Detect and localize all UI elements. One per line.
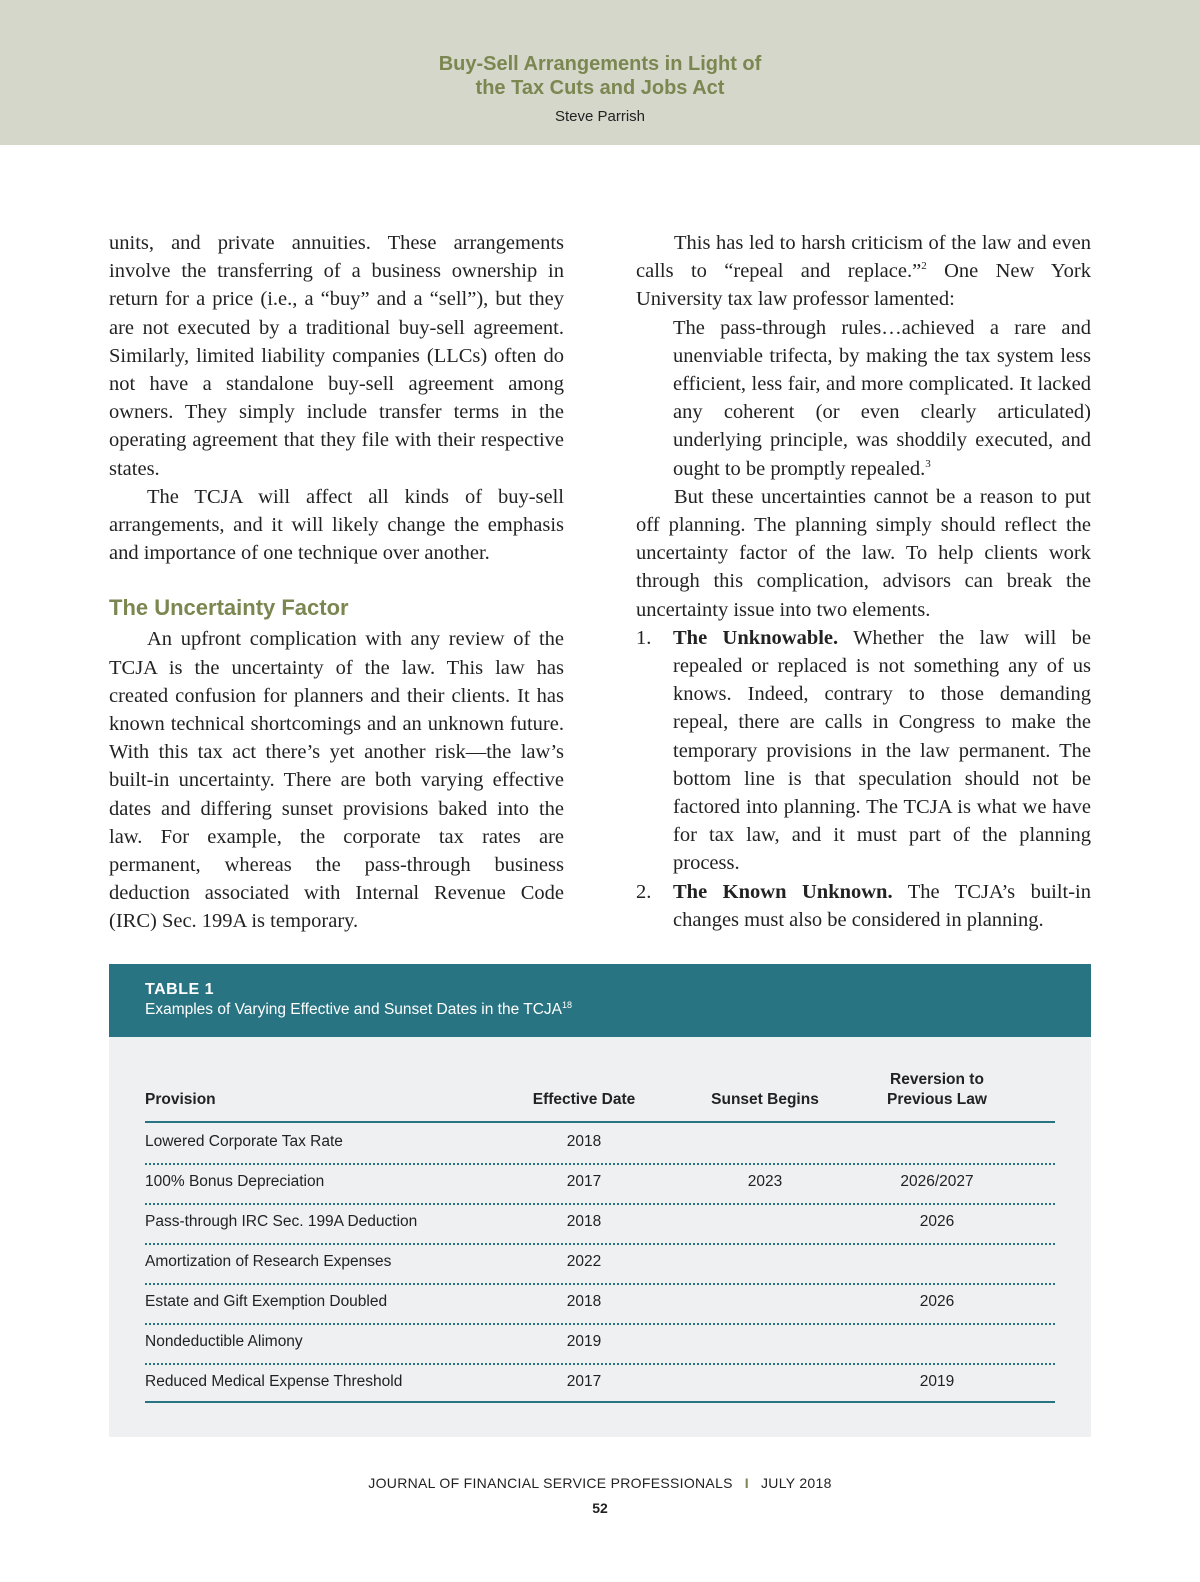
cell-provision: 100% Bonus Depreciation — [145, 1173, 325, 1190]
cell-provision: Nondeductible Alimony — [145, 1333, 303, 1350]
table-row — [145, 1363, 1055, 1403]
right-paragraph-1-tail: One New York University tax law professor lamented: — [636, 260, 1091, 311]
bottom-rule — [145, 1401, 1055, 1403]
cell-reversion: 2026 — [919, 1293, 955, 1310]
column-header-reversion — [869, 1070, 1005, 1110]
cell-effective-date: 2022 — [566, 1253, 602, 1270]
block-quote-text: The pass-through rules…achieved a rare and unenviable trifecta, by making the tax system less efficient, less fair, and more complicated. It lacked any coherent (or even clearly articulated) underlying principle, was shoddily executed, and ought to be promptly repealed. — [673, 316, 1091, 480]
table-caption-text: Examples of Varying Effective and Sunset Dates in the TCJA — [145, 1001, 562, 1018]
table-1 — [109, 964, 1091, 1437]
table-row — [145, 1283, 1055, 1325]
footnote-ref-3: 3 — [925, 457, 931, 470]
left-paragraph-2: The TCJA will affect all kinds of buy-sell arrangements, and it will likely change the emphasis and importance of one technique over another. — [109, 485, 564, 565]
column-header-provision: Provision — [145, 1091, 216, 1108]
cell-provision: Amortization of Research Expenses — [145, 1253, 392, 1270]
cell-provision: Reduced Medical Expense Threshold — [145, 1373, 403, 1390]
issue-date: JULY 2018 — [761, 1475, 832, 1491]
list-item-number: 2. — [636, 880, 652, 903]
right-paragraph-2: But these uncertainties cannot be a reason to put off planning. The planning simply should reflect the uncertainty factor of the law. To help clients work through this complication, advisors can break the uncertainty issue into two elements. — [636, 485, 1091, 621]
article-title-line1: Buy-Sell Arrangements in Light of — [438, 53, 762, 75]
column-header-sunset-begins: Sunset Begins — [711, 1091, 819, 1108]
cell-effective-date: 2018 — [566, 1293, 602, 1310]
column-header-effective-date: Effective Date — [532, 1091, 636, 1108]
cell-provision: Lowered Corporate Tax Rate — [145, 1133, 343, 1150]
cell-reversion: 2026/2027 — [900, 1173, 974, 1190]
journal-name: JOURNAL OF FINANCIAL SERVICE PROFESSIONALS — [368, 1475, 733, 1491]
cell-effective-date: 2018 — [566, 1133, 602, 1150]
footer-separator: I — [744, 1475, 749, 1491]
table-caption — [145, 1001, 572, 1019]
list-item-title: The Known Unknown. — [673, 880, 893, 903]
cell-effective-date: 2018 — [566, 1213, 602, 1230]
cell-reversion: 2026 — [919, 1213, 955, 1230]
cell-reversion: 2019 — [919, 1373, 955, 1390]
footnote-ref-18: 18 — [562, 999, 573, 1010]
cell-provision: Estate and Gift Exemption Doubled — [145, 1293, 388, 1310]
list-item-text: The TCJA’s built-in changes must also be considered in planning. — [673, 880, 1091, 931]
cell-effective-date: 2017 — [566, 1373, 602, 1390]
cell-sunset-begins: 2023 — [747, 1173, 783, 1190]
list-item-text: Whether the law will be repealed or replaced is not something any of us knows. Indeed, contrary to those demanding repeal, there are calls in Congress to make the temporary provisions in the law permanent. The bottom line is that speculation should not be factored into planning. The TCJA is what we have for tax law, and it must part of the planning process. — [673, 626, 1091, 875]
table-row — [145, 1123, 1055, 1165]
left-paragraph-3: An upfront complication with any review of the TCJA is the uncertainty of the law. This law has created confusion for planners and their clients. It has known technical shortcomings and an unknown future. With this tax act there’s yet another risk—the law’s built-in uncertainty. There are both varying effective dates and differing sunset provisions baked into the law. For example, the corporate tax rates are permanent, whereas the pass-through business deduction associated with Internal Revenue Code (IRC) Sec. 199A is temporary. — [109, 628, 564, 933]
table-label: TABLE 1 — [145, 981, 214, 998]
list-item-title: The Unknowable. — [673, 626, 839, 649]
right-paragraph-1 — [636, 229, 1091, 314]
author-name: Steve Parrish — [554, 108, 646, 125]
table-row — [145, 1323, 1055, 1365]
column-header-reversion-line1: Reversion to — [890, 1071, 984, 1088]
right-column — [636, 229, 1091, 934]
article-title-line2: the Tax Cuts and Jobs Act — [475, 77, 725, 99]
cell-effective-date: 2017 — [566, 1173, 602, 1190]
column-header-reversion-line2: Previous Law — [887, 1091, 987, 1108]
list-item-number: 1. — [636, 626, 652, 649]
cell-provision: Pass-through IRC Sec. 199A Deduction — [145, 1213, 418, 1230]
table-row — [145, 1243, 1055, 1285]
table-row — [145, 1203, 1055, 1245]
left-paragraph-1: units, and private annuities. These arrangements involve the transferring of a business ownership in return for a price (i.e., a “buy” and a “sell”), but they are not executed by a traditional buy-sell agreement. Similarly, limited liability companies (LLCs) often do not have a standalone buy-sell agreement among owners. They simply include transfer terms in the operating agreement that they file with their respective states. — [109, 232, 564, 480]
table-row — [145, 1163, 1055, 1205]
section-heading: The Uncertainty Factor — [109, 595, 349, 621]
block-quote — [636, 314, 1091, 483]
list-item — [636, 878, 1091, 934]
left-column — [109, 229, 564, 936]
running-header — [0, 0, 1200, 145]
running-footer — [0, 1475, 1200, 1491]
page-number: 52 — [592, 1500, 608, 1516]
list-item — [636, 624, 1091, 878]
table-title-bar — [109, 964, 1091, 1037]
right-paragraph-1-text: This has led to harsh criticism of the law and even calls to “repeal and replace.” — [636, 232, 1091, 283]
footnote-ref-2: 2 — [921, 260, 927, 273]
cell-effective-date: 2019 — [566, 1333, 602, 1350]
